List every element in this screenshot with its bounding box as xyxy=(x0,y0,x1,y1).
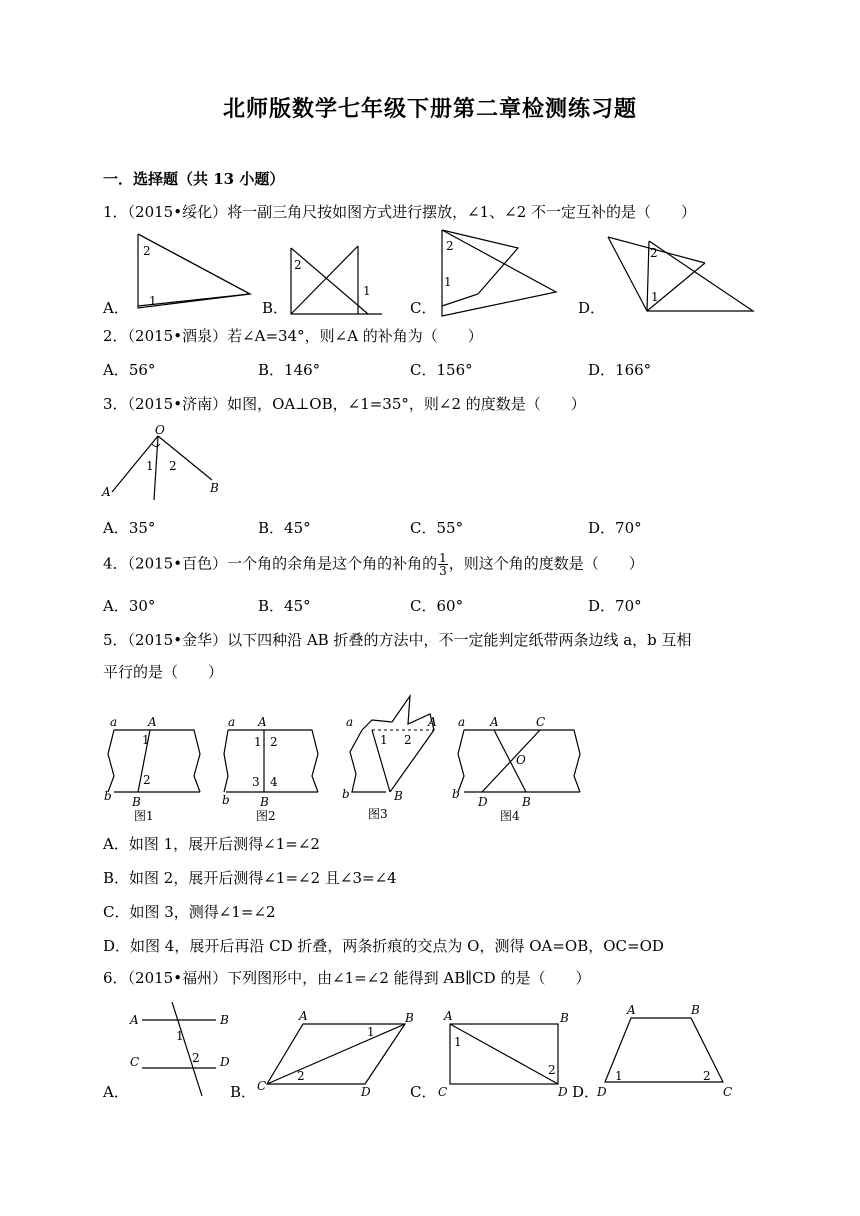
svg-text:O: O xyxy=(516,753,526,767)
svg-text:2: 2 xyxy=(703,1069,711,1083)
q2-option-d: D．166° xyxy=(588,361,652,379)
svg-text:B: B xyxy=(220,1013,229,1027)
q5-option-b: B．如图 2，展开后测得∠1=∠2 且∠3=∠4 xyxy=(103,869,397,887)
q1-option-c: C． xyxy=(410,299,437,317)
q6-figure-c xyxy=(440,1008,580,1098)
svg-text:2: 2 xyxy=(143,244,151,258)
q3-option-b: B．45° xyxy=(258,519,311,537)
svg-text:2: 2 xyxy=(404,733,412,747)
q2-option-a: A．56° xyxy=(103,361,156,379)
q3-label-o: O xyxy=(155,423,165,437)
svg-text:图2: 图2 xyxy=(256,809,276,823)
q1-option-a: A． xyxy=(103,299,129,317)
svg-text:D: D xyxy=(220,1055,230,1069)
svg-text:a: a xyxy=(228,715,236,729)
q3-label-b: B xyxy=(210,481,219,495)
svg-text:3: 3 xyxy=(252,775,260,789)
q1-figure-b xyxy=(288,240,388,320)
svg-text:A: A xyxy=(444,1009,453,1023)
q5-figure-3 xyxy=(342,692,447,822)
q3-option-c: C．55° xyxy=(410,519,464,537)
svg-text:b: b xyxy=(342,787,350,801)
svg-text:2: 2 xyxy=(650,246,658,260)
svg-text:C: C xyxy=(130,1055,140,1069)
svg-text:图4: 图4 xyxy=(500,809,520,823)
svg-text:1: 1 xyxy=(615,1069,623,1083)
q5-figure-1 xyxy=(100,712,210,822)
svg-text:D: D xyxy=(597,1085,607,1099)
svg-text:b: b xyxy=(452,787,460,801)
svg-text:b: b xyxy=(222,793,230,807)
svg-text:B: B xyxy=(394,789,403,803)
q5-option-c: C．如图 3，测得∠1=∠2 xyxy=(103,903,276,921)
q6-figure-a xyxy=(128,1000,238,1100)
svg-text:B: B xyxy=(691,1003,700,1017)
q1-figure-d xyxy=(603,235,758,315)
q6-option-b: B． xyxy=(230,1083,257,1101)
q2-option-b: B．146° xyxy=(258,361,321,379)
q3-option-d: D．70° xyxy=(588,519,642,537)
q2-option-c: C．156° xyxy=(410,361,473,379)
svg-text:2: 2 xyxy=(192,1051,200,1065)
svg-text:b: b xyxy=(104,789,112,803)
q1-figure-a xyxy=(130,228,260,318)
svg-text:A: A xyxy=(258,715,267,729)
svg-text:1: 1 xyxy=(254,735,262,749)
svg-text:A: A xyxy=(299,1009,308,1023)
svg-text:图3: 图3 xyxy=(368,807,388,821)
q4-option-d: D．70° xyxy=(588,597,642,615)
svg-text:A: A xyxy=(428,715,437,729)
svg-text:1: 1 xyxy=(363,284,371,298)
svg-text:C: C xyxy=(723,1085,733,1099)
svg-text:1: 1 xyxy=(149,294,157,308)
question-6-stem: 6．（2015•福州）下列图形中，由∠1=∠2 能得到 AB∥CD 的是（ ） xyxy=(103,969,591,987)
q3-label-1: 1 xyxy=(146,459,154,473)
svg-text:4: 4 xyxy=(270,775,278,789)
q5-figure-2 xyxy=(222,712,332,822)
svg-text:B: B xyxy=(405,1011,414,1025)
q4-option-a: A．30° xyxy=(103,597,156,615)
svg-text:A: A xyxy=(490,715,499,729)
svg-text:C: C xyxy=(536,715,546,729)
q1-option-d: D． xyxy=(578,299,606,317)
svg-text:2: 2 xyxy=(270,735,278,749)
svg-text:a: a xyxy=(346,715,354,729)
svg-text:图1: 图1 xyxy=(134,809,154,823)
q5-figure-4 xyxy=(450,712,585,822)
svg-text:1: 1 xyxy=(380,733,388,747)
q1-option-b: B． xyxy=(262,299,289,317)
q3-label-2: 2 xyxy=(169,459,177,473)
svg-text:A: A xyxy=(148,715,157,729)
svg-text:C: C xyxy=(438,1085,448,1099)
svg-text:A: A xyxy=(627,1003,636,1017)
q6-figure-d xyxy=(595,1004,745,1098)
svg-text:1: 1 xyxy=(176,1029,184,1043)
svg-text:2: 2 xyxy=(294,258,302,272)
q3-figure xyxy=(100,422,230,502)
svg-text:1: 1 xyxy=(651,290,659,304)
q5-option-d: D．如图 4，展开后再沿 CD 折叠，两条折痕的交点为 O，测得 OA=OB，OC=OD xyxy=(103,937,664,955)
q3-label-a: A xyxy=(102,485,111,499)
q5-option-a: A．如图 1，展开后测得∠1=∠2 xyxy=(103,835,320,853)
q1-figure-c xyxy=(438,228,558,318)
svg-text:2: 2 xyxy=(143,773,151,787)
svg-text:B: B xyxy=(522,795,531,809)
question-1-stem: 1．（2015•绥化）将一副三角尺按如图方式进行摆放，∠1、∠2 不一定互补的是（ ） xyxy=(103,203,697,221)
question-2-stem: 2．（2015•酒泉）若∠A=34°，则∠A 的补角为（ ） xyxy=(103,327,483,345)
svg-text:B: B xyxy=(260,795,269,809)
svg-text:a: a xyxy=(110,715,118,729)
svg-text:1: 1 xyxy=(454,1035,462,1049)
q4-option-b: B．45° xyxy=(258,597,311,615)
svg-text:2: 2 xyxy=(446,239,454,253)
svg-text:a: a xyxy=(458,715,466,729)
svg-text:A: A xyxy=(130,1013,139,1027)
svg-text:D: D xyxy=(558,1085,568,1099)
svg-text:1: 1 xyxy=(142,733,150,747)
q6-figure-b xyxy=(255,1008,415,1098)
question-3-stem: 3．（2015•济南）如图，OA⊥OB，∠1=35°，则∠2 的度数是（ ） xyxy=(103,395,586,413)
question-5-stem-line-1: 5．（2015•金华）以下四种沿 AB 折叠的方法中，不一定能判定纸带两条边线 a，b 互相 xyxy=(103,631,692,649)
q6-option-a: A． xyxy=(103,1083,129,1101)
q4-fraction: $\frac{1}{3}$ xyxy=(439,551,447,578)
q4-option-c: C．60° xyxy=(410,597,464,615)
svg-text:C: C xyxy=(257,1079,267,1093)
page-title: 北师版数学七年级下册第二章检测练习题 xyxy=(222,96,637,122)
question-4-stem: 4．（2015•百色）一个角的余角是这个角的补角的 $\frac{1}{3}$ ，则这个角的度数是（ ） xyxy=(103,551,644,578)
svg-text:B: B xyxy=(560,1011,569,1025)
svg-text:B: B xyxy=(132,795,141,809)
svg-text:1: 1 xyxy=(444,275,452,289)
svg-text:D: D xyxy=(361,1085,371,1099)
q6-option-d: D． xyxy=(572,1083,600,1101)
svg-text:D: D xyxy=(478,795,488,809)
question-5-stem-line-2: 平行的是（ ） xyxy=(103,663,224,681)
section-heading: 一．选择题（共 13 小题） xyxy=(103,170,285,188)
q3-option-a: A．35° xyxy=(103,519,156,537)
svg-text:1: 1 xyxy=(367,1025,375,1039)
q6-option-c: C． xyxy=(410,1083,437,1101)
svg-text:2: 2 xyxy=(548,1063,556,1077)
svg-text:2: 2 xyxy=(297,1069,305,1083)
